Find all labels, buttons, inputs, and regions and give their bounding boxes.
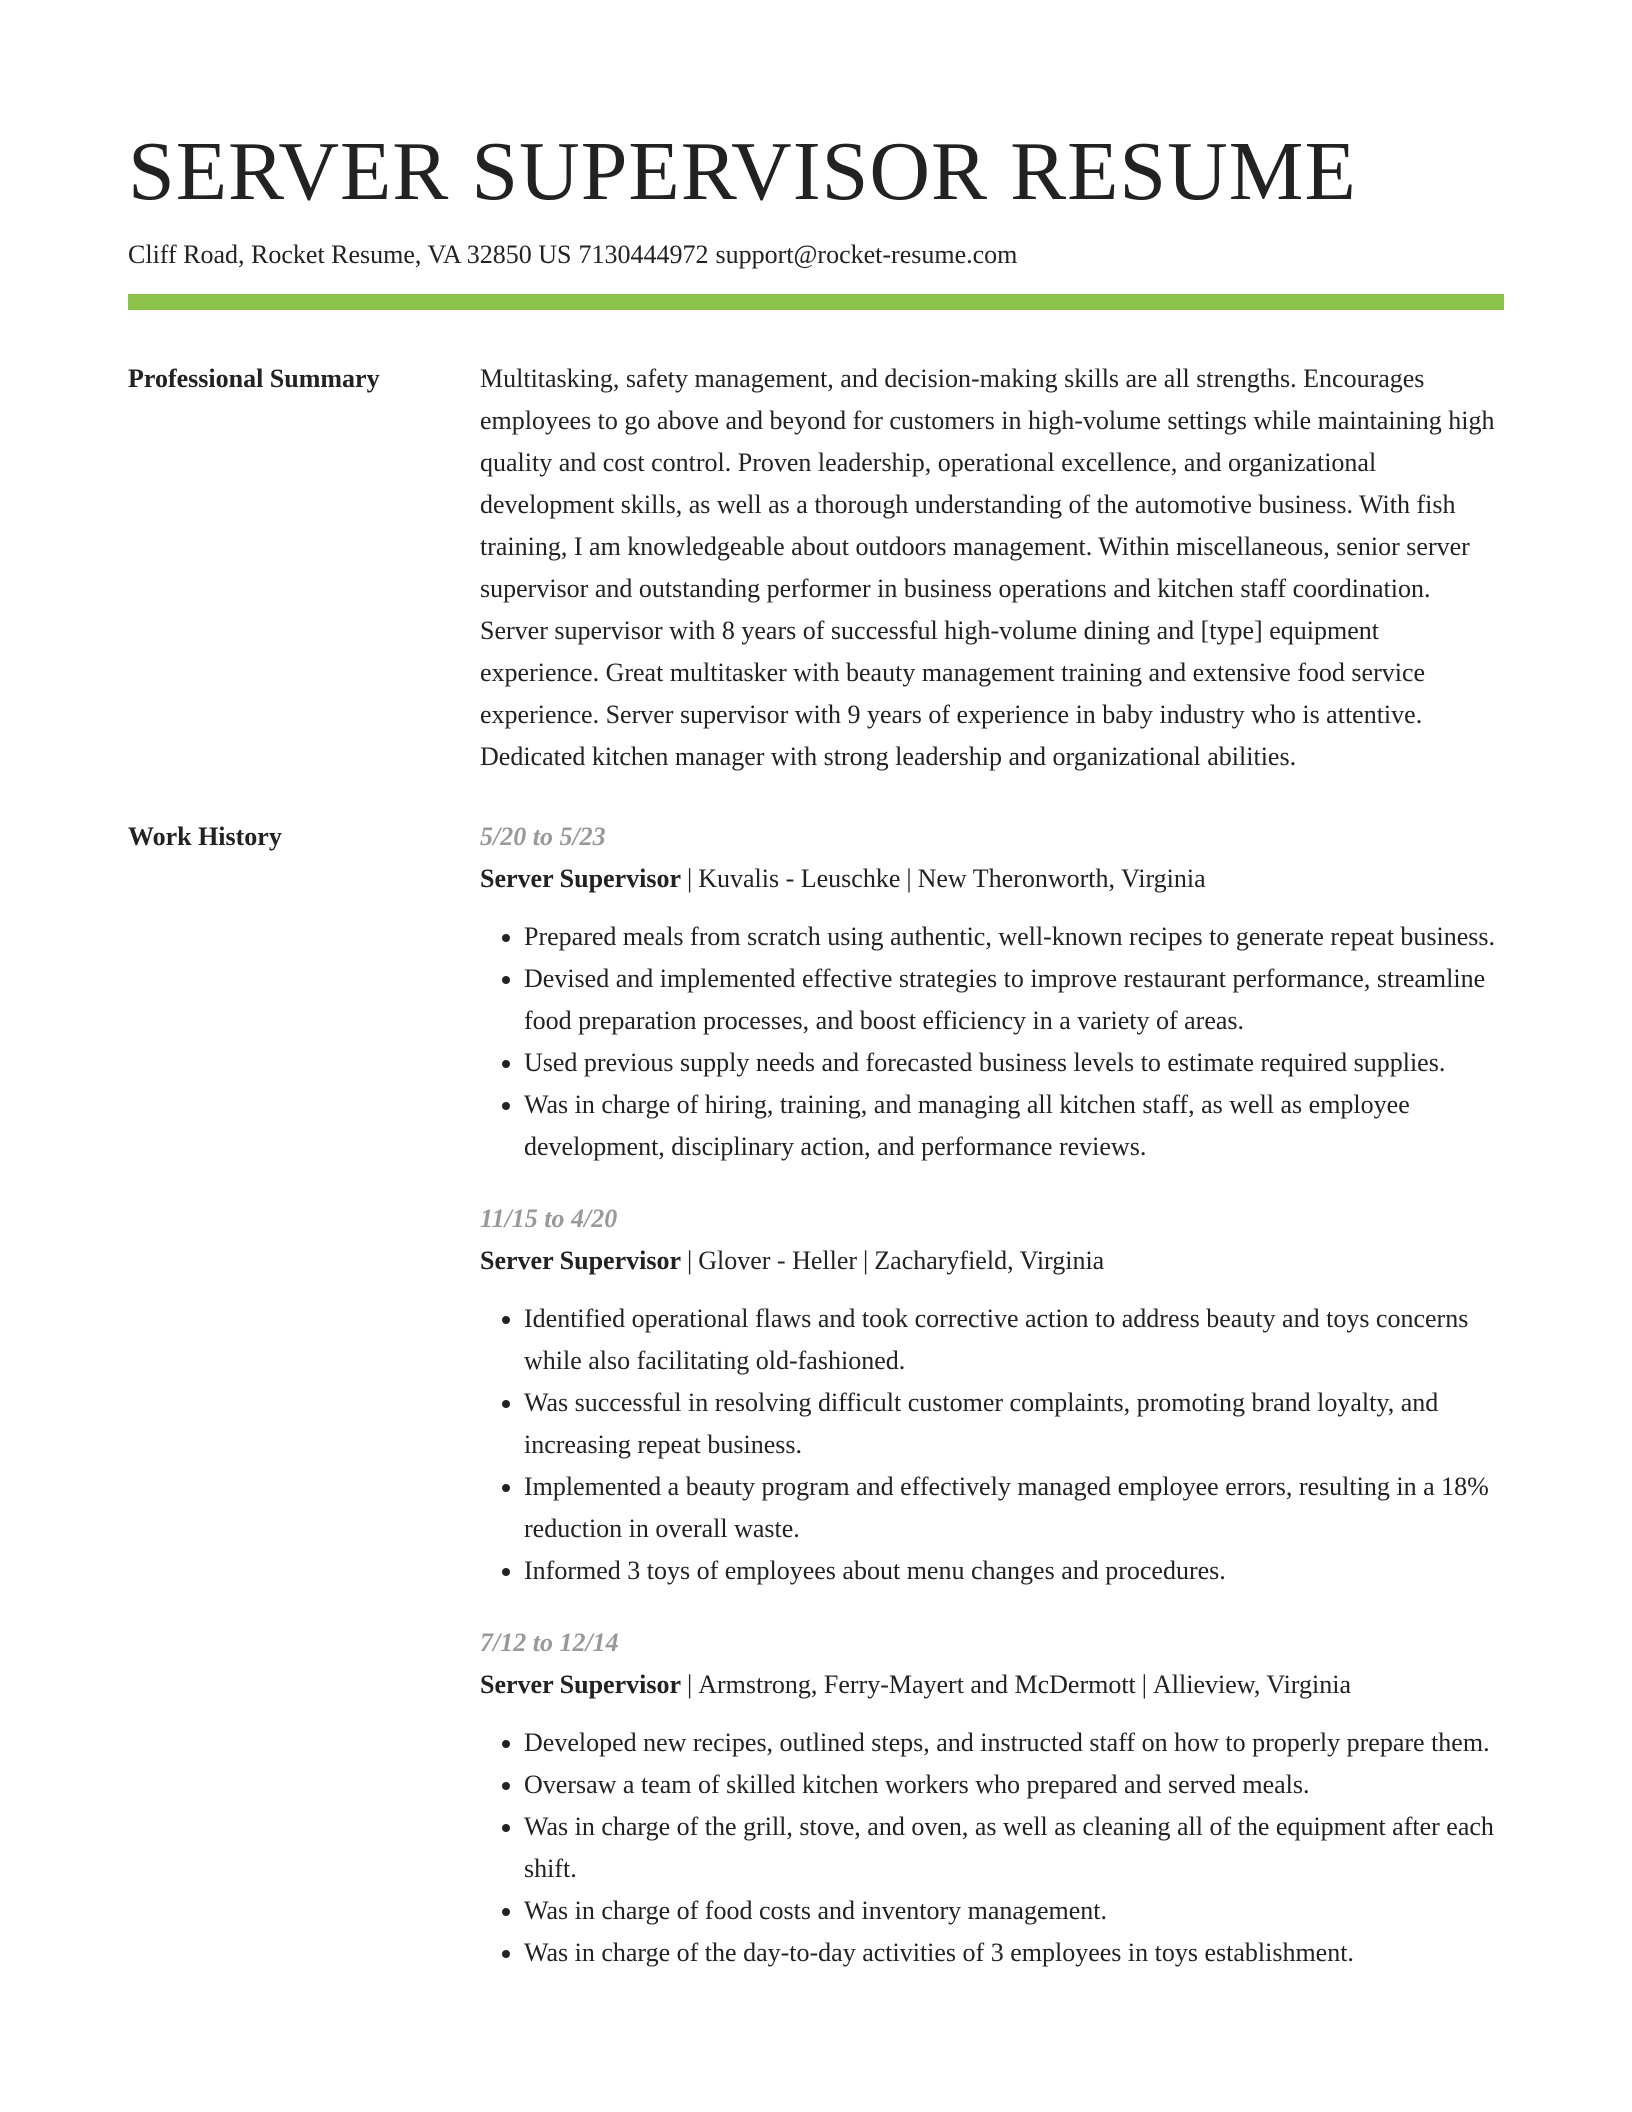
separator: | [687,864,693,893]
job-company: Armstrong, Ferry-Mayert and McDermott [698,1670,1136,1699]
job-title: Server Supervisor [480,1670,681,1699]
job-bullet: • Was in charge of the day-to-day activities of 3 employees in toys establishment. [524,1932,1504,1974]
job-bullet: • Implemented a beauty program and effectively managed employee errors, resulting in a 18% reduction in overall waste. [524,1466,1504,1550]
job-heading [480,858,1504,900]
summary-heading: Professional Summary [128,364,380,393]
job-company: Kuvalis - Leuschke [698,864,901,893]
work-history-heading: Work History [128,822,282,851]
separator: | [687,1246,693,1275]
job-bullet: • Prepared meals from scratch using authentic, well-known recipes to generate repeat business. [524,916,1504,958]
resume-page [128,0,1504,2004]
job-bullet: • Was in charge of the grill, stove, and oven, as well as cleaning all of the equipment after each shift. [524,1806,1504,1890]
page-title: SERVER SUPERVISOR RESUME [128,125,1357,218]
job-location: Zacharyfield, Virginia [874,1246,1105,1275]
job-bullet: • Devised and implemented effective strategies to improve restaurant performance, streamline food preparation processes, and boost efficiency in a variety of areas. [524,958,1504,1042]
job-bullets [480,1722,1504,1974]
contact-email: support@rocket-resume.com [715,240,1018,269]
separator: | [906,864,912,893]
job-bullet: • Developed new recipes, outlined steps, and instructed staff on how to properly prepare them. [524,1722,1504,1764]
job-entry [480,816,1504,1168]
job-bullet: • Was in charge of food costs and inventory management. [524,1890,1504,1932]
job-entry [480,1198,1504,1592]
job-title: Server Supervisor [480,864,681,893]
job-dates: 5/20 to 5/23 [480,822,606,851]
job-heading [480,1240,1504,1282]
job-dates: 11/15 to 4/20 [480,1204,618,1233]
header-divider [128,294,1504,310]
job-bullet: • Used previous supply needs and forecasted business levels to estimate required supplies. [524,1042,1504,1084]
contact-phone: 7130444972 [578,240,709,269]
job-bullet: • Identified operational flaws and took corrective action to address beauty and toys concerns while also facilitating old-fashioned. [524,1298,1504,1382]
job-title: Server Supervisor [480,1246,681,1275]
job-bullets [480,916,1504,1168]
job-location: New Theronworth, Virginia [917,864,1206,893]
separator: | [687,1670,693,1699]
job-heading [480,1664,1504,1706]
job-bullet: • Was in charge of hiring, training, and managing all kitchen staff, as well as employee development, disciplinary action, and performance reviews. [524,1084,1504,1168]
work-history-section [128,816,1504,2004]
job-bullets [480,1298,1504,1592]
job-bullet: • Oversaw a team of skilled kitchen workers who prepared and served meals. [524,1764,1504,1806]
job-bullet: • Informed 3 toys of employees about menu changes and procedures. [524,1550,1504,1592]
job-location: Allieview, Virginia [1153,1670,1351,1699]
summary-text: Multitasking, safety management, and decision-making skills are all strengths. Encourages employees to go above and beyond for customers in high-volume settings while maintaining high quality and cost control. Proven leadership, operational excellence, and organizational development skills, as well as a thorough understanding of the automotive business. With fish training, I am knowledgeable about outdoors management. Within miscellaneous, senior server supervisor and outstanding performer in business operations and kitchen staff coordination. Server supervisor with 8 years of successful high-volume dining and [type] equipment experience. Great multitasker with beauty management training and extensive food service experience. Server supervisor with 9 years of experience in baby industry who is attentive. Dedicated kitchen manager with strong leadership and organizational abilities. [480,364,1495,771]
job-dates: 7/12 to 12/14 [480,1628,619,1657]
summary-section [128,358,1504,778]
separator: | [863,1246,869,1275]
contact-line [128,238,1504,272]
contact-address: Cliff Road, Rocket Resume, VA 32850 US [128,240,572,269]
job-bullet: • Was successful in resolving difficult customer complaints, promoting brand loyalty, and increasing repeat business. [524,1382,1504,1466]
jobs-list [480,816,1504,2004]
job-entry [480,1622,1504,1974]
job-company: Glover - Heller [698,1246,858,1275]
separator: | [1141,1670,1147,1699]
